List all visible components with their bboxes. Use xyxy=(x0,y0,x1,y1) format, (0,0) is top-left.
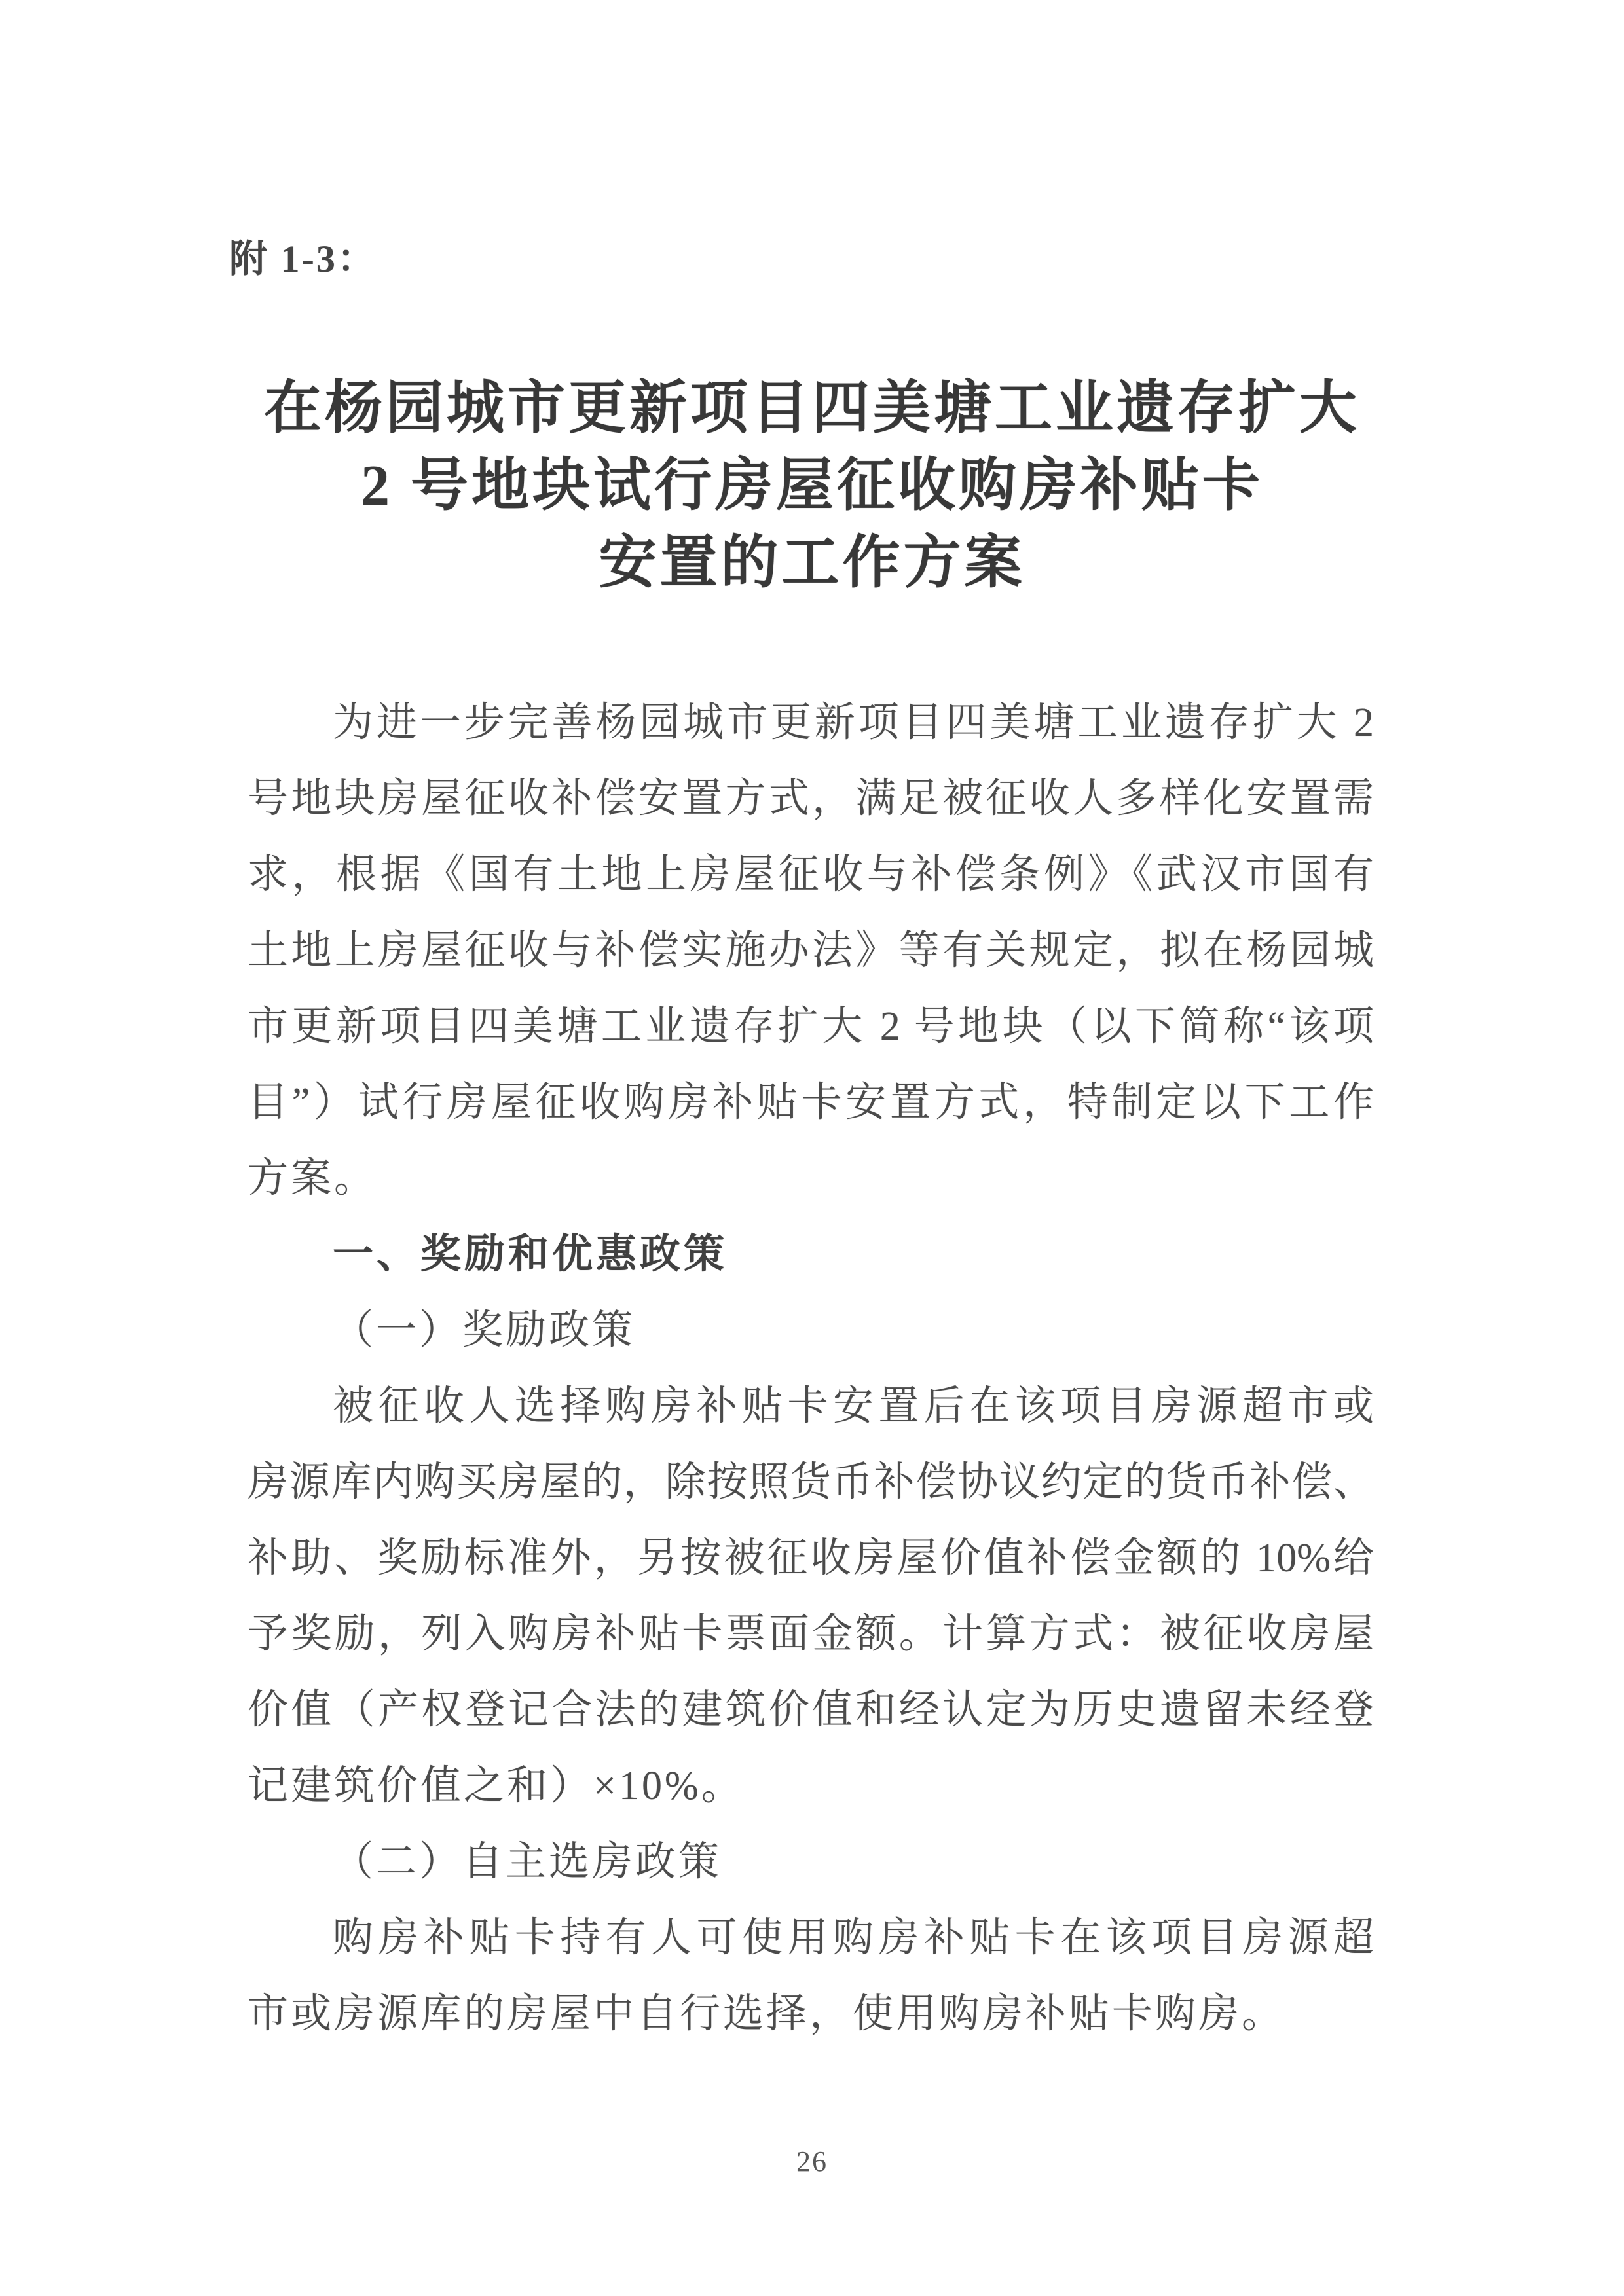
body-line: 购房补贴卡持有人可使用购房补贴卡在该项目房源超 xyxy=(333,1916,1374,1960)
body-line: 方案。 xyxy=(248,1156,378,1201)
body-line: 被征收人选择购房补贴卡安置后在该项目房源超市或 xyxy=(333,1384,1374,1429)
document-title xyxy=(0,371,1624,602)
title-line-1: 在杨园城市更新项目四美塘工业遗存扩大 xyxy=(263,377,1360,441)
body-line: 予奖励，列入购房补贴卡票面金额。计算方式：被征收房屋 xyxy=(248,1612,1374,1656)
page-number: 26 xyxy=(796,2145,828,2178)
body-line: 为进一步完善杨园城市更新项目四美塘工业遗存扩大 2 xyxy=(333,701,1374,745)
body-line: 价值（产权登记合法的建筑价值和经认定为历史遗留未经登 xyxy=(248,1688,1374,1732)
body-line: 房源库内购买房屋的，除按照货币补偿协议约定的货币补偿、 xyxy=(248,1460,1374,1504)
body-line: 目”）试行房屋征收购房补贴卡安置方式，特制定以下工作 xyxy=(248,1080,1374,1125)
body-line: 补助、奖励标准外，另按被征收房屋价值补偿金额的 10%给 xyxy=(248,1536,1374,1580)
document-body xyxy=(248,685,1374,2052)
body-line: 土地上房屋征收与补偿实施办法》等有关规定，拟在杨园城 xyxy=(248,928,1374,973)
title-line-3: 安置的工作方案 xyxy=(599,532,1025,595)
body-line: 记建筑价值之和）×10%。 xyxy=(248,1764,745,1808)
section-heading: 一、奖励和优惠政策 xyxy=(333,1231,728,1277)
body-line: 市更新项目四美塘工业遗存扩大 2 号地块（以下简称“该项 xyxy=(248,1004,1374,1049)
subsection-heading: （一）奖励政策 xyxy=(333,1308,636,1353)
body-line: 号地块房屋征收补偿安置方式，满足被征收人多样化安置需 xyxy=(248,776,1374,821)
body-line: 市或房源库的房屋中自行选择，使用购房补贴卡购房。 xyxy=(248,1992,1285,2036)
title-line-2: 2 号地块试行房屋征收购房补贴卡 xyxy=(360,454,1263,518)
subsection-heading: （二）自主选房政策 xyxy=(333,1840,722,1884)
attachment-label: 附 1-3： xyxy=(229,238,377,280)
body-line: 求，根据《国有土地上房屋征收与补偿条例》《武汉市国有 xyxy=(248,852,1374,897)
